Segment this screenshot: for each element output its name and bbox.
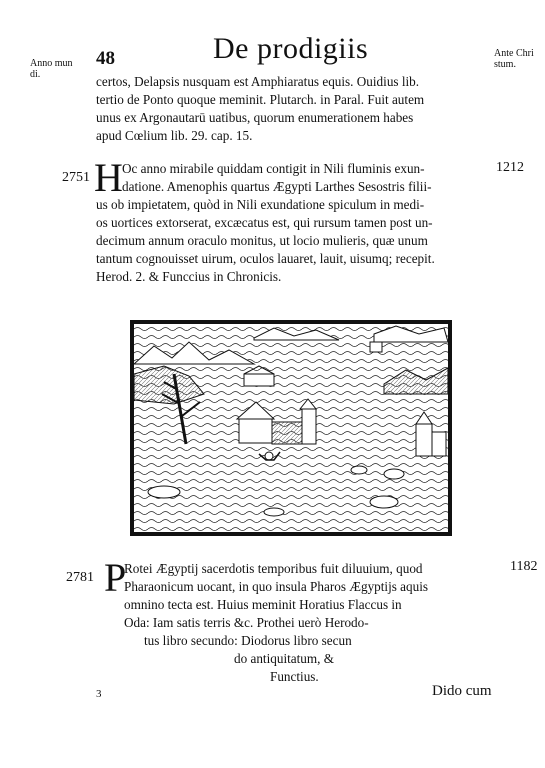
margin-note-line: Anno mun (30, 58, 73, 69)
entry-2-text (104, 555, 429, 686)
text-line: apud Cœlium lib. 29. cap. 15. (96, 128, 253, 143)
drop-cap: H (94, 155, 123, 200)
text-line: Functius. (270, 669, 319, 684)
year-ante-christum: 1212 (496, 160, 524, 175)
woodcut-illustration (130, 320, 452, 536)
text-line: Pharaonicum uocant, in quo insula Pharos Ægyptijs aquis (124, 579, 429, 594)
year-ante-christum: 1182 (510, 559, 538, 574)
text-line: Herod. 2. & Funccius in Chronicis. (96, 269, 282, 284)
text-line: Oc anno mirabile quiddam contigit in Nili fluminis exun- (122, 161, 425, 176)
catchword: Dido cum (432, 683, 492, 699)
margin-note-line: di. (30, 69, 41, 80)
text-line: tus libro secundo: Diodorus libro secun (144, 633, 352, 648)
text-line: unus ex Argonautarū uatibus, quorum enumerationem habes (96, 110, 414, 125)
text-line: certos, Delapsis nusquam est Amphiaratus equis. Ouidius lib. (96, 74, 420, 89)
text-line: Rotei Ægyptij sacerdotis temporibus fuit diluuium, quod (124, 561, 423, 576)
page-title: De prodigiis (213, 32, 369, 65)
flood-scene-image (134, 324, 448, 532)
paragraph-continuation (96, 73, 424, 145)
margin-note-line: Ante Chri (494, 48, 534, 59)
text-line: os uortices extorserat, excæcatus est, qui rursum tamen post un- (96, 215, 433, 230)
text-line: tantum cognouisset uirum, oculos lauaret, lauit, uisumq; recepit. (96, 251, 435, 266)
drop-cap: P (104, 555, 127, 600)
margin-note-line: stum. (494, 59, 516, 70)
text-line: Oda: Iam satis terris &c. Prothei uerò Herodo- (124, 615, 369, 630)
text-line: datione. Amenophis quartus Ægypti Larthes Sesostris filii- (122, 179, 432, 194)
margin-note-ante-christum (494, 48, 544, 70)
text-line: decimum annum oraculo monitus, ut locio mulieris, quæ unum (96, 233, 428, 248)
entry-1-text (94, 155, 435, 286)
text-line: omnino tecta est. Huius meminit Horatius Flaccus in (124, 597, 402, 612)
text-line: us ob impietatem, quòd in Nili exundatione spiculum in medi- (96, 197, 425, 212)
text-line: tertio de Ponto quoque meminit. Plutarch. in Paral. Fuit autem (96, 92, 425, 107)
margin-note-anno-mundi (30, 58, 90, 80)
page-number: 48 (96, 48, 115, 69)
text-line: do antiquitatum, & (234, 651, 334, 666)
year-anno-mundi: 2781 (66, 570, 94, 585)
year-anno-mundi: 2751 (62, 170, 90, 185)
signature-mark: 3 (96, 688, 102, 700)
